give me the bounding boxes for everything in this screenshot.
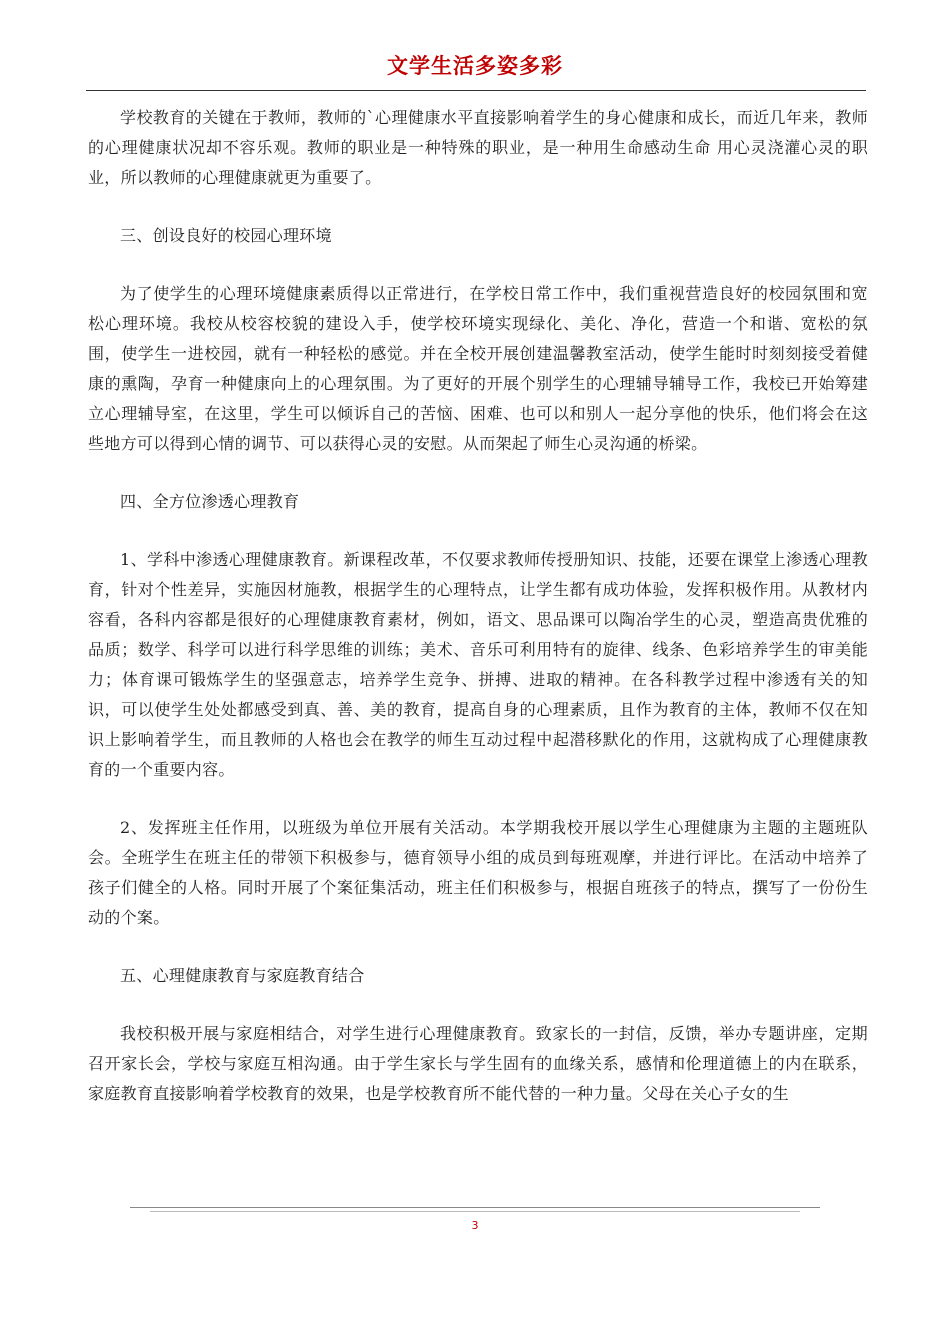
paragraph-teacher-health: 学校教育的关键在于教师，教师的`心理健康水平直接影响着学生的身心健康和成长，而近几年来，教师的心理健康状况却不容乐观。教师的职业是一种特殊的职业，是一种用生命感动生命 用心灵浇灌心灵的职业，所以教师的心理健康就更为重要了。	[88, 108, 868, 187]
section-heading-4: 四、全方位渗透心理教育	[120, 492, 300, 511]
section-heading-3: 三、创设良好的校园心理环境	[120, 226, 332, 245]
header-divider	[86, 90, 866, 91]
paragraph-class-teacher: 2、发挥班主任作用，以班级为单位开展有关活动。本学期我校开展以学生心理健康为主题的主题班队会。全班学生在班主任的带领下积极参与，德育领导小组的成员到每班观摩，并进行评比。在活动中培养了孩子们健全的人格。同时开展了个案征集活动，班主任们积极参与，根据自班孩子的特点，撰写了一份份生动的个案。	[88, 818, 868, 927]
section-heading-5: 五、心理健康教育与家庭教育结合	[120, 966, 365, 985]
paragraph-family-education: 我校积极开展与家庭相结合，对学生进行心理健康教育。致家长的一封信，反馈，举办专题讲座，定期召开家长会，学校与家庭互相沟通。由于学生家长与学生固有的血缘关系，感情和伦理道德上的内在联系，家庭教育直接影响着学校教育的效果，也是学校教育所不能代替的一种力量。父母在关心子女的生	[88, 1024, 868, 1103]
footer-divider-secondary	[150, 1211, 800, 1212]
footer-divider	[130, 1207, 820, 1208]
paragraph-subject-infiltration: 1、学科中渗透心理健康教育。新课程改革，不仅要求教师传授册知识、技能，还要在课堂上渗透心理教育，针对个性差异，实施因材施教，根据学生的心理特点，让学生都有成功体验，发挥积极作用。从教材内容看，各科内容都是很好的心理健康教育素材，例如，语文、思品课可以陶冶学生的心灵，塑造高贵优雅的品质；数学、科学可以进行科学思维的训练；美术、音乐可利用特有的旋律、线条、色彩培养学生的审美能力；体育课可锻炼学生的坚强意志，培养学生竞争、拼搏、进取的精神。在各科教学过程中渗透有关的知识，可以使学生处处都感受到真、善、美的教育，提高自身的心理素质，且作为教育的主体，教师不仅在知识上影响着学生，而且教师的人格也会在教学的师生互动过程中起潜移默化的作用，这就构成了心理健康教育的一个重要内容。	[88, 550, 868, 779]
page-number: 3	[471, 1219, 479, 1232]
document-body	[88, 103, 868, 1109]
page-header-title: 文学生活多姿多彩	[387, 54, 563, 78]
paragraph-campus-environment: 为了使学生的心理环境健康素质得以正常进行，在学校日常工作中，我们重视营造良好的校园氛围和宽松心理环境。我校从校容校貌的建设入手，使学校环境实现绿化、美化、净化，营造一个和谐、宽松的氛围，使学生一进校园，就有一种轻松的感觉。并在全校开展创建温馨教室活动，使学生能时时刻刻接受着健康的熏陶，孕育一种健康向上的心理氛围。为了更好的开展个别学生的心理辅导辅导工作，我校已开始筹建立心理辅导室，在这里，学生可以倾诉自己的苦恼、困难、也可以和别人一起分享他的快乐，他们将会在这些地方可以得到心情的调节、可以获得心灵的安慰。从而架起了师生心灵沟通的桥梁。	[88, 284, 868, 453]
